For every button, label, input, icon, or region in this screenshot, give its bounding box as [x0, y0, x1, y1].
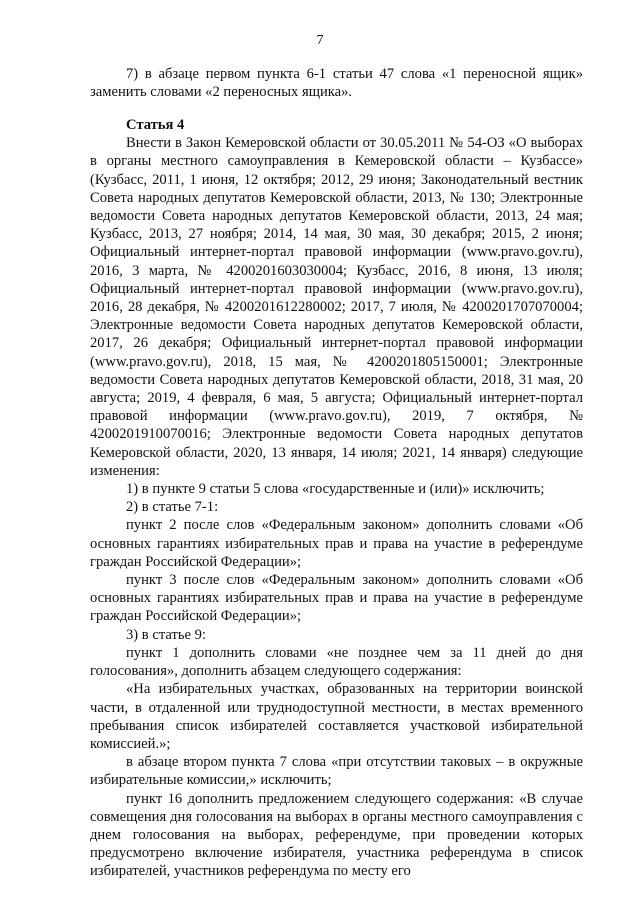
article-item-2: 2) в статье 7-1: [126, 499, 219, 516]
article-item-2-point-3: пункт 3 после слов «Федеральным законом» дополнить словами «Об основных гарантиях избирательных прав и права на участие в референдуме граждан Российской Федерации»; [90, 572, 583, 625]
page-number: 7 [316, 33, 324, 48]
intro-paragraph: 7) в абзаце первом пункта 6-1 статьи 47 слова «1 переносной ящик» заменить словами «2 переносных ящика». [90, 66, 583, 101]
article-item-3-quote: «На избирательных участках, образованных на территории воинской части, в отдаленной или труднодоступной местности, в местах временного пребывания список избирателей составляется участковой избирательной комиссией.»; [90, 681, 583, 752]
article-item-1: 1) в пункте 9 статьи 5 слова «государственные и (или)» исключить; [126, 481, 545, 498]
article-item-3-point-16: пункт 16 дополнить предложением следующего содержания: «В случае совмещения дня голосования на выборах в органы местного самоуправления с днем голосования на выборах, референдуме, при проведении которых предусмотрено включение избирателя, участника референдума в список избирателей, участников референдума по месту его [90, 790, 583, 880]
article-block [90, 116, 583, 881]
article-heading: Статья 4 [126, 117, 185, 133]
article-item-3: 3) в статье 9: [126, 626, 206, 643]
article-item-3-point-1: пункт 1 дополнить словами «не позднее чем за 11 дней до дня голосования», дополнить абзацем следующего содержания: [90, 644, 583, 680]
intro-block [90, 65, 583, 101]
article-paragraph-intro: Внести в Закон Кемеровской области от 30.05.2011 № 54-ОЗ «О выборах в органы местного самоуправления в Кемеровской области – Кузбассе» (Кузбасс, 2011, 1 июня, 12 октября; 2012, 29 июня; Законодательный вестник Совета народных депутатов Кемеровской области, 2013, № 130; Электронные ведомости Совета народных депутатов Кемеровской области, 2013, 24 мая; Кузбасс, 2013, 27 ноября; 2014, 14 мая, 30 мая, 30 декабря; 2015, 2 июня; Официальный интернет-портал правовой информации (www.pravo.gov.ru), 2016, 3 марта, № 4200201603030004; Кузбасс, 2016, 8 июня, 13 июля; Официальный интернет-портал правовой информации (www.pravo.gov.ru), 2016, 28 декабря, № 4200201612280002; 2017, 7 июля, № 4200201707070004; Электронные ведомости Совета народных депутатов Кемеровской области, 2017, 26 декабря; Официальный интернет-портал правовой информации (www.pravo.gov.ru), 2018, 15 мая, № 4200201805150001; Электронные ведомости Совета народных депутатов Кемеровской области, 2018, 31 мая, 20 августа; 2019, 4 февраля, 6 мая, 5 августа; Официальный интернет-портал правовой информации (www.pravo.gov.ru), 2019, 7 октября, № 4200201910070016; Электронные ведомости Совета народных депутатов Кемеровской области, 2020, 13 января, 14 июля; 2021, 14 января) следующие изменения: [90, 135, 583, 479]
article-item-3-point-7: в абзаце втором пункта 7 слова «при отсутствии таковых – в окружные избирательные комиссии,» исключить; [90, 754, 583, 789]
article-item-2-point-2: пункт 2 после слов «Федеральным законом» дополнить словами «Об основных гарантиях избирательных прав и права на участие в референдуме граждан Российской Федерации»; [90, 517, 583, 570]
